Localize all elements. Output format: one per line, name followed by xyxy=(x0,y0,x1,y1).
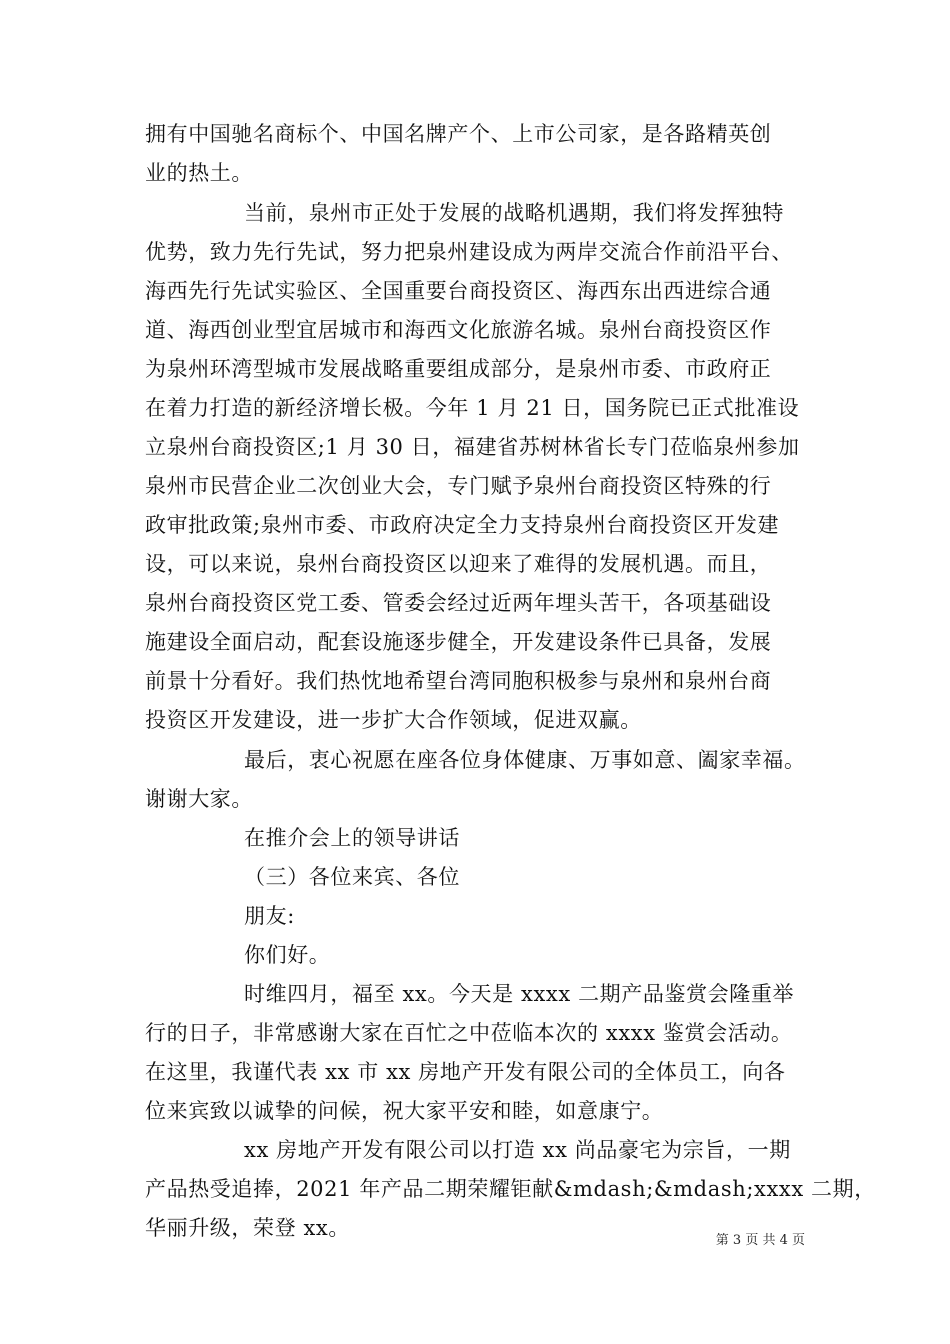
text-line: 泉州市民营企业二次创业大会，专门赋予泉州台商投资区特殊的行 xyxy=(145,474,772,498)
text-line: 谢谢大家。 xyxy=(145,787,253,811)
text-line: 行的日子，非常感谢大家在百忙之中莅临本次的 xxxx 鉴赏会活动。 xyxy=(145,1021,793,1045)
text-line: 业的热土。 xyxy=(145,161,253,185)
text-line: xx 房地产开发有限公司以打造 xx 尚品豪宅为宗旨，一期 xyxy=(244,1138,791,1162)
text-line: 为泉州环湾型城市发展战略重要组成部分，是泉州市委、市政府正 xyxy=(145,357,772,381)
text-line: 投资区开发建设，进一步扩大合作领域，促进双赢。 xyxy=(145,708,642,732)
text-line: 立泉州台商投资区;1 月 30 日，福建省苏树林省长专门莅临泉州参加 xyxy=(145,435,800,459)
text-line: 朋友: xyxy=(244,904,295,928)
text-line: 当前，泉州市正处于发展的战略机遇期，我们将发挥独特 xyxy=(244,201,784,225)
text-line: 海西先行先试实验区、全国重要台商投资区、海西东出西进综合通 xyxy=(145,279,772,303)
text-line: 在着力打造的新经济增长极。今年 1 月 21 日，国务院已正式批准设 xyxy=(145,396,800,420)
text-line: 设，可以来说，泉州台商投资区以迎来了难得的发展机遇。而且， xyxy=(145,552,772,576)
heading-line: 在推介会上的领导讲话 xyxy=(244,826,460,850)
text-line: 道、海西创业型宜居城市和海西文化旅游名城。泉州台商投资区作 xyxy=(145,318,772,342)
text-line: 优势，致力先行先试，努力把泉州建设成为两岸交流合作前沿平台、 xyxy=(145,240,793,264)
text-line: （三）各位来宾、各位 xyxy=(244,865,460,889)
text-line: 泉州台商投资区党工委、管委会经过近两年埋头苦干，各项基础设 xyxy=(145,591,772,615)
text-line: 政审批政策;泉州市委、市政府决定全力支持泉州台商投资区开发建 xyxy=(145,513,780,537)
text-line: 位来宾致以诚挚的问候，祝大家平安和睦，如意康宁。 xyxy=(145,1099,664,1123)
text-line: 拥有中国驰名商标个、中国名牌产个、上市公司家，是各路精英创 xyxy=(145,122,772,146)
text-line: 产品热受追捧，2021 年产品二期荣耀钜献&mdash;&mdash;xxxx 二期， xyxy=(145,1177,876,1201)
text-line: 在这里，我谨代表 xx 市 xx 房地产开发有限公司的全体员工，向各 xyxy=(145,1060,786,1084)
text-line: 施建设全面启动，配套设施逐步健全，开发建设条件已具备，发展 xyxy=(145,630,772,654)
text-line: 最后，衷心祝愿在座各位身体健康、万事如意、阖家幸福。 xyxy=(244,748,806,772)
text-line: 前景十分看好。我们热忱地希望台湾同胞积极参与泉州和泉州台商 xyxy=(145,669,772,693)
page-number: 第 3 页 共 4 页 xyxy=(715,1233,805,1248)
text-line: 你们好。 xyxy=(244,943,331,967)
text-line: 华丽升级，荣登 xx。 xyxy=(145,1216,350,1240)
text-line: 时维四月，福至 xx。今天是 xxxx 二期产品鉴赏会隆重举 xyxy=(244,982,795,1006)
